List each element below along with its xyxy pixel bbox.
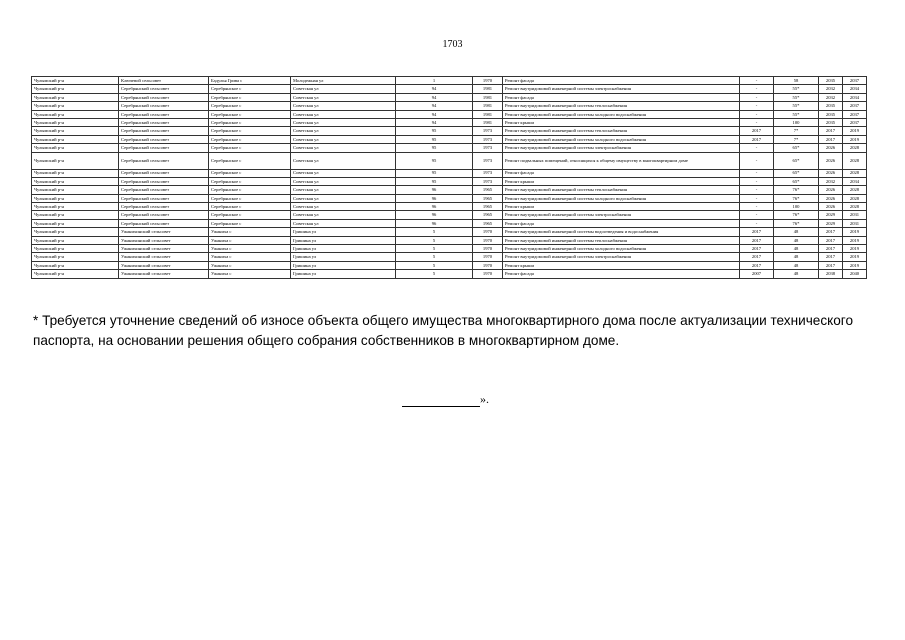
work-type-cell: Ремонт внутридомовой инженерной системы холодного водоснабжения <box>503 135 740 143</box>
house-number-cell: 95 <box>396 152 473 169</box>
period-end-cell: 2040 <box>843 270 867 278</box>
district-cell: Чулымский р-н <box>32 261 119 269</box>
council-cell: Ужанихинский сельсовет <box>119 236 209 244</box>
planned-year-cell: - <box>740 77 774 85</box>
street-cell: Гришина ул <box>291 253 396 261</box>
district-cell: Чулымский р-н <box>32 110 119 118</box>
house-number-cell: 96 <box>396 194 473 202</box>
period-end-cell: 2019 <box>843 245 867 253</box>
year-built-cell: 1970 <box>473 245 503 253</box>
closing-mark: ». <box>480 392 489 406</box>
period-start-cell: 2026 <box>819 169 843 177</box>
period-start-cell: 2026 <box>819 152 843 169</box>
council-cell: Серебрянский сельсовет <box>119 135 209 143</box>
work-type-cell: Ремонт фасада <box>503 169 740 177</box>
locality-cell: Серебрянское с <box>209 194 291 202</box>
house-number-cell: 5 <box>396 236 473 244</box>
wear-percent-cell: 7* <box>774 127 819 135</box>
work-type-cell: Ремонт фасада <box>503 93 740 101</box>
period-end-cell: 2019 <box>843 228 867 236</box>
period-start-cell: 2026 <box>819 144 843 152</box>
street-cell: Советская ул <box>291 194 396 202</box>
table-row <box>32 135 867 143</box>
district-cell: Чулымский р-н <box>32 135 119 143</box>
council-cell: Ужанихинский сельсовет <box>119 253 209 261</box>
district-cell: Чулымский р-н <box>32 245 119 253</box>
street-cell: Советская ул <box>291 144 396 152</box>
house-number-cell: 96 <box>396 186 473 194</box>
house-number-cell: 96 <box>396 203 473 211</box>
street-cell: Советская ул <box>291 211 396 219</box>
locality-cell: Серебрянское с <box>209 177 291 185</box>
locality-cell: Серебрянское с <box>209 144 291 152</box>
wear-percent-cell: 55* <box>774 93 819 101</box>
period-end-cell: 2019 <box>843 236 867 244</box>
district-cell: Чулымский р-н <box>32 194 119 202</box>
locality-cell: Серебрянское с <box>209 211 291 219</box>
wear-percent-cell: 48 <box>774 228 819 236</box>
street-cell: Советская ул <box>291 203 396 211</box>
year-built-cell: 1970 <box>473 236 503 244</box>
period-start-cell: 2029 <box>819 211 843 219</box>
table-body <box>32 77 867 279</box>
wear-percent-cell: 58 <box>774 77 819 85</box>
council-cell: Ужанихинский сельсовет <box>119 228 209 236</box>
period-end-cell: 2028 <box>843 152 867 169</box>
work-type-cell: Ремонт подвальных помещений, относящихся к общему имуществу в многоквартирном доме <box>503 152 740 169</box>
work-type-cell: Ремонт фасада <box>503 77 740 85</box>
district-cell: Чулымский р-н <box>32 228 119 236</box>
year-built-cell: 1981 <box>473 118 503 126</box>
work-type-cell: Ремонт крыши <box>503 177 740 185</box>
period-end-cell: 2028 <box>843 169 867 177</box>
locality-cell: Серебрянское с <box>209 102 291 110</box>
period-start-cell: 2032 <box>819 93 843 101</box>
work-type-cell: Ремонт фасада <box>503 270 740 278</box>
period-start-cell: 2032 <box>819 85 843 93</box>
table-row <box>32 245 867 253</box>
period-end-cell: 2037 <box>843 118 867 126</box>
council-cell: Серебрянский сельсовет <box>119 144 209 152</box>
district-cell: Чулымский р-н <box>32 144 119 152</box>
year-built-cell: 1973 <box>473 177 503 185</box>
period-start-cell: 2017 <box>819 127 843 135</box>
council-cell: Серебрянский сельсовет <box>119 127 209 135</box>
locality-cell: Серебрянское с <box>209 219 291 227</box>
table-row <box>32 211 867 219</box>
district-cell: Чулымский р-н <box>32 253 119 261</box>
work-type-cell: Ремонт внутридомовой инженерной системы теплоснабжения <box>503 127 740 135</box>
page-number: 1703 <box>442 39 463 50</box>
council-cell: Ужанихинский сельсовет <box>119 270 209 278</box>
council-cell: Ужанихинский сельсовет <box>119 261 209 269</box>
locality-cell: Серебрянское с <box>209 85 291 93</box>
street-cell: Советская ул <box>291 135 396 143</box>
locality-cell: Серебрянское с <box>209 127 291 135</box>
planned-year-cell: 2017 <box>740 261 774 269</box>
council-cell: Серебрянский сельсовет <box>119 102 209 110</box>
period-start-cell: 2026 <box>819 194 843 202</box>
district-cell: Чулымский р-н <box>32 118 119 126</box>
wear-percent-cell: 76* <box>774 194 819 202</box>
house-number-cell: 96 <box>396 211 473 219</box>
planned-year-cell: 2017 <box>740 253 774 261</box>
work-type-cell: Ремонт фасада <box>503 219 740 227</box>
street-cell: Советская ул <box>291 102 396 110</box>
period-end-cell: 2019 <box>843 127 867 135</box>
planned-year-cell: - <box>740 110 774 118</box>
district-cell: Чулымский р-н <box>32 127 119 135</box>
period-end-cell: 2031 <box>843 211 867 219</box>
house-number-cell: 5 <box>396 245 473 253</box>
district-cell: Чулымский р-н <box>32 102 119 110</box>
street-cell: Советская ул <box>291 85 396 93</box>
locality-cell: Серебрянское с <box>209 135 291 143</box>
table-row <box>32 118 867 126</box>
street-cell: Советская ул <box>291 118 396 126</box>
wear-percent-cell: 48 <box>774 253 819 261</box>
planned-year-cell: 2017 <box>740 127 774 135</box>
period-start-cell: 2032 <box>819 177 843 185</box>
year-built-cell: 1973 <box>473 127 503 135</box>
work-type-cell: Ремонт внутридомовой инженерной системы холодного водоснабжения <box>503 110 740 118</box>
year-built-cell: 1973 <box>473 144 503 152</box>
period-start-cell: 2035 <box>819 102 843 110</box>
table-row <box>32 219 867 227</box>
table-row <box>32 169 867 177</box>
council-cell: Серебрянский сельсовет <box>119 186 209 194</box>
period-start-cell: 2017 <box>819 245 843 253</box>
locality-cell: Серебрянское с <box>209 93 291 101</box>
wear-percent-cell: 48 <box>774 245 819 253</box>
council-cell: Серебрянский сельсовет <box>119 118 209 126</box>
locality-cell: Ужаниха с <box>209 236 291 244</box>
wear-percent-cell: 7* <box>774 135 819 143</box>
street-cell: Молодежная ул <box>291 77 396 85</box>
period-end-cell: 2037 <box>843 77 867 85</box>
wear-percent-cell: 65* <box>774 169 819 177</box>
street-cell: Советская ул <box>291 152 396 169</box>
work-type-cell: Ремонт внутридомовой инженерной системы водоотведения и водоснабжения <box>503 228 740 236</box>
work-type-cell: Ремонт внутридомовой инженерной системы электроснабжения <box>503 85 740 93</box>
district-cell: Чулымский р-н <box>32 219 119 227</box>
period-end-cell: 2037 <box>843 110 867 118</box>
year-built-cell: 1970 <box>473 228 503 236</box>
wear-percent-cell: 100 <box>774 118 819 126</box>
table-row <box>32 270 867 278</box>
street-cell: Советская ул <box>291 177 396 185</box>
planned-year-cell: 2017 <box>740 135 774 143</box>
street-cell: Советская ул <box>291 219 396 227</box>
house-number-cell: 5 <box>396 228 473 236</box>
capital-repair-table <box>31 76 867 279</box>
year-built-cell: 1970 <box>473 77 503 85</box>
year-built-cell: 1970 <box>473 253 503 261</box>
council-cell: Серебрянский сельсовет <box>119 152 209 169</box>
year-built-cell: 1981 <box>473 110 503 118</box>
street-cell: Гришина ул <box>291 228 396 236</box>
wear-percent-cell: 55* <box>774 102 819 110</box>
work-type-cell: Ремонт крыши <box>503 261 740 269</box>
year-built-cell: 1965 <box>473 219 503 227</box>
work-type-cell: Ремонт крыши <box>503 203 740 211</box>
planned-year-cell: - <box>740 102 774 110</box>
district-cell: Чулымский р-н <box>32 203 119 211</box>
planned-year-cell: - <box>740 211 774 219</box>
table-row <box>32 194 867 202</box>
street-cell: Гришина ул <box>291 245 396 253</box>
district-cell: Чулымский р-н <box>32 152 119 169</box>
locality-cell: Серебрянское с <box>209 169 291 177</box>
period-end-cell: 2037 <box>843 102 867 110</box>
street-cell: Советская ул <box>291 169 396 177</box>
period-start-cell: 2017 <box>819 261 843 269</box>
wear-percent-cell: 48 <box>774 236 819 244</box>
year-built-cell: 1970 <box>473 270 503 278</box>
council-cell: Ключевой сельсовет <box>119 77 209 85</box>
table-row <box>32 152 867 169</box>
year-built-cell: 1981 <box>473 85 503 93</box>
planned-year-cell: - <box>740 177 774 185</box>
planned-year-cell: - <box>740 85 774 93</box>
council-cell: Серебрянский сельсовет <box>119 211 209 219</box>
wear-percent-cell: 65* <box>774 177 819 185</box>
planned-year-cell: - <box>740 169 774 177</box>
wear-percent-cell: 48 <box>774 261 819 269</box>
work-type-cell: Ремонт внутридомовой инженерной системы теплоснабжения <box>503 236 740 244</box>
table-row <box>32 186 867 194</box>
planned-year-cell: - <box>740 93 774 101</box>
period-start-cell: 2026 <box>819 186 843 194</box>
period-end-cell: 2019 <box>843 253 867 261</box>
council-cell: Серебрянский сельсовет <box>119 219 209 227</box>
period-start-cell: 2035 <box>819 118 843 126</box>
planned-year-cell: - <box>740 203 774 211</box>
wear-percent-cell: 76* <box>774 219 819 227</box>
locality-cell: Серебрянское с <box>209 110 291 118</box>
planned-year-cell: 2017 <box>740 236 774 244</box>
house-number-cell: 95 <box>396 135 473 143</box>
council-cell: Серебрянский сельсовет <box>119 194 209 202</box>
planned-year-cell: - <box>740 219 774 227</box>
year-built-cell: 1981 <box>473 93 503 101</box>
street-cell: Гришина ул <box>291 270 396 278</box>
period-end-cell: 2028 <box>843 203 867 211</box>
table-row <box>32 203 867 211</box>
period-end-cell: 2019 <box>843 261 867 269</box>
year-built-cell: 1965 <box>473 203 503 211</box>
work-type-cell: Ремонт внутридомовой инженерной системы теплоснабжения <box>503 102 740 110</box>
council-cell: Серебрянский сельсовет <box>119 177 209 185</box>
table-row <box>32 253 867 261</box>
locality-cell: Серебрянское с <box>209 152 291 169</box>
house-number-cell: 1 <box>396 77 473 85</box>
house-number-cell: 94 <box>396 118 473 126</box>
house-number-cell: 94 <box>396 85 473 93</box>
period-start-cell: 2035 <box>819 110 843 118</box>
district-cell: Чулымский р-н <box>32 93 119 101</box>
locality-cell: Серебрянское с <box>209 203 291 211</box>
year-built-cell: 1965 <box>473 186 503 194</box>
council-cell: Серебрянский сельсовет <box>119 85 209 93</box>
signature-blank <box>402 396 480 407</box>
work-type-cell: Ремонт внутридомовой инженерной системы электроснабжения <box>503 144 740 152</box>
house-number-cell: 96 <box>396 219 473 227</box>
council-cell: Серебрянский сельсовет <box>119 110 209 118</box>
period-end-cell: 2031 <box>843 219 867 227</box>
house-number-cell: 5 <box>396 253 473 261</box>
work-type-cell: Ремонт внутридомовой инженерной системы электроснабжения <box>503 253 740 261</box>
year-built-cell: 1965 <box>473 211 503 219</box>
district-cell: Чулымский р-н <box>32 177 119 185</box>
district-cell: Чулымский р-н <box>32 77 119 85</box>
council-cell: Серебрянский сельсовет <box>119 169 209 177</box>
locality-cell: Ужаниха с <box>209 228 291 236</box>
period-start-cell: 2029 <box>819 219 843 227</box>
table-row <box>32 85 867 93</box>
wear-percent-cell: 55* <box>774 110 819 118</box>
planned-year-cell: 2017 <box>740 228 774 236</box>
locality-cell: Ужаниха с <box>209 261 291 269</box>
wear-percent-cell: 76* <box>774 211 819 219</box>
work-type-cell: Ремонт внутридомовой инженерной системы холодного водоснабжения <box>503 194 740 202</box>
period-start-cell: 2038 <box>819 270 843 278</box>
district-cell: Чулымский р-н <box>32 169 119 177</box>
table-row <box>32 228 867 236</box>
house-number-cell: 94 <box>396 110 473 118</box>
house-number-cell: 5 <box>396 261 473 269</box>
wear-percent-cell: 65* <box>774 144 819 152</box>
period-end-cell: 2028 <box>843 186 867 194</box>
table-row <box>32 93 867 101</box>
period-end-cell: 2034 <box>843 85 867 93</box>
council-cell: Ужанихинский сельсовет <box>119 245 209 253</box>
district-cell: Чулымский р-н <box>32 85 119 93</box>
work-type-cell: Ремонт крыши <box>503 118 740 126</box>
period-end-cell: 2034 <box>843 177 867 185</box>
footnote: * Требуется уточнение сведений об износе объекта общего имущества многоквартирного дома после актуализации технического паспорта, на основании решения общего собрания собственников в многоквартирном доме. <box>33 313 854 348</box>
council-cell: Серебрянский сельсовет <box>119 203 209 211</box>
table-row <box>32 102 867 110</box>
district-cell: Чулымский р-н <box>32 270 119 278</box>
work-type-cell: Ремонт внутридомовой инженерной системы электроснабжения <box>503 211 740 219</box>
year-built-cell: 1981 <box>473 102 503 110</box>
house-number-cell: 5 <box>396 270 473 278</box>
district-cell: Чулымский р-н <box>32 186 119 194</box>
street-cell: Советская ул <box>291 127 396 135</box>
planned-year-cell: 2017 <box>740 245 774 253</box>
table-row <box>32 177 867 185</box>
period-end-cell: 2019 <box>843 135 867 143</box>
year-built-cell: 1965 <box>473 194 503 202</box>
house-number-cell: 94 <box>396 93 473 101</box>
street-cell: Гришина ул <box>291 236 396 244</box>
work-type-cell: Ремонт внутридомовой инженерной системы теплоснабжения <box>503 186 740 194</box>
year-built-cell: 1973 <box>473 152 503 169</box>
table-row <box>32 236 867 244</box>
street-cell: Советская ул <box>291 110 396 118</box>
council-cell: Серебрянский сельсовет <box>119 93 209 101</box>
period-start-cell: 2035 <box>819 77 843 85</box>
wear-percent-cell: 48 <box>774 270 819 278</box>
locality-cell: Ужаниха с <box>209 270 291 278</box>
closing-line <box>402 392 489 407</box>
district-cell: Чулымский р-н <box>32 211 119 219</box>
locality-cell: Ужаниха с <box>209 253 291 261</box>
house-number-cell: 95 <box>396 177 473 185</box>
wear-percent-cell: 65* <box>774 152 819 169</box>
year-built-cell: 1973 <box>473 135 503 143</box>
wear-percent-cell: 100 <box>774 203 819 211</box>
period-start-cell: 2017 <box>819 228 843 236</box>
house-number-cell: 95 <box>396 144 473 152</box>
planned-year-cell: - <box>740 118 774 126</box>
period-end-cell: 2028 <box>843 144 867 152</box>
house-number-cell: 95 <box>396 169 473 177</box>
planned-year-cell: 2007 <box>740 270 774 278</box>
table-row <box>32 127 867 135</box>
period-end-cell: 2034 <box>843 93 867 101</box>
planned-year-cell: - <box>740 144 774 152</box>
planned-year-cell: - <box>740 186 774 194</box>
period-start-cell: 2026 <box>819 203 843 211</box>
period-start-cell: 2017 <box>819 236 843 244</box>
wear-percent-cell: 76* <box>774 186 819 194</box>
table-row <box>32 110 867 118</box>
house-number-cell: 95 <box>396 127 473 135</box>
year-built-cell: 1973 <box>473 169 503 177</box>
planned-year-cell: - <box>740 194 774 202</box>
locality-cell: Серебрянское с <box>209 186 291 194</box>
table-row <box>32 144 867 152</box>
street-cell: Советская ул <box>291 186 396 194</box>
table-row <box>32 77 867 85</box>
period-end-cell: 2028 <box>843 194 867 202</box>
planned-year-cell: - <box>740 152 774 169</box>
table-row <box>32 261 867 269</box>
year-built-cell: 1970 <box>473 261 503 269</box>
locality-cell: Бадулья Грива с <box>209 77 291 85</box>
locality-cell: Серебрянское с <box>209 118 291 126</box>
street-cell: Гришина ул <box>291 261 396 269</box>
street-cell: Советская ул <box>291 93 396 101</box>
wear-percent-cell: 55* <box>774 85 819 93</box>
district-cell: Чулымский р-н <box>32 236 119 244</box>
period-start-cell: 2017 <box>819 135 843 143</box>
work-type-cell: Ремонт внутридомовой инженерной системы холодного водоснабжения <box>503 245 740 253</box>
locality-cell: Ужаниха с <box>209 245 291 253</box>
house-number-cell: 94 <box>396 102 473 110</box>
period-start-cell: 2017 <box>819 253 843 261</box>
